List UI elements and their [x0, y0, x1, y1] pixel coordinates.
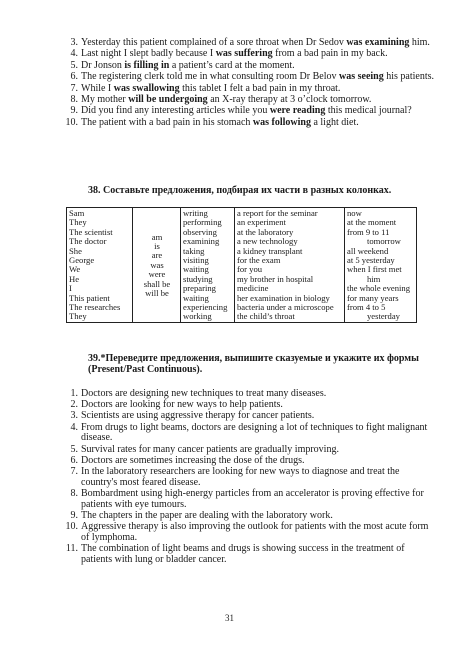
list-item: 11. The combination of light beams and drugs is showing success in the treatment of patients with lung or bladder cancer.	[65, 543, 405, 565]
auxiliary-cell: shall be	[143, 278, 171, 289]
auxiliary-cell: were	[148, 269, 166, 280]
auxiliary-cell: are	[151, 250, 163, 261]
auxiliary-cell: will be	[145, 287, 169, 298]
object-cell: a report for the seminar	[237, 208, 318, 218]
subject-cell: George	[69, 255, 95, 266]
verb-cell: taking	[183, 245, 205, 256]
object-cell: at the laboratory	[237, 226, 294, 237]
auxiliary-cell: was	[150, 259, 164, 270]
verb-cell: observing	[183, 226, 217, 237]
time-cell: from 4 to 5	[347, 302, 386, 313]
auxiliary-cell: is	[154, 240, 160, 251]
object-cell: for you	[237, 264, 263, 275]
list-item: 8. Bombardment using high-energy particles from an accelerator is proving effective for patients with eye tumours.	[70, 487, 424, 510]
subject-cell: The researches	[69, 302, 121, 313]
verb-cell: waiting	[183, 264, 209, 275]
time-cell: for many years	[347, 292, 399, 303]
subject-cell: He	[69, 273, 80, 284]
object-cell: a new technology	[237, 236, 298, 247]
time-cell: now	[347, 208, 362, 218]
list-item: 6. Doctors are sometimes increasing the dose of the drugs.	[70, 454, 305, 466]
sentence-parts-table	[66, 207, 417, 323]
time-cell: at 5 yesterday	[347, 255, 395, 266]
subject-cell: They	[69, 311, 87, 322]
list-item: 2. Doctors are looking for new ways to help patients.	[70, 399, 283, 411]
time-cell: the whole evening	[347, 283, 411, 294]
list-item: 9. The chapters in the paper are dealing with the laboratory work.	[70, 509, 333, 521]
time-column	[345, 208, 417, 323]
subject-cell: This patient	[69, 292, 110, 303]
subject-cell: Sam	[69, 208, 85, 218]
verb-cell: experiencing	[183, 302, 228, 313]
object-cell: medicine	[237, 283, 269, 294]
verb-cell: performing	[183, 217, 222, 228]
list-item: 8. My mother will be undergoing an X-ray therapy at 3 o’clock tomorrow.	[70, 93, 372, 105]
time-cell: from 9 to 11	[347, 226, 390, 237]
list-item: 10. Aggressive therapy is also improving the outlook for patients with the most acute form of lymphoma.	[65, 521, 429, 543]
object-cell: for the exam	[237, 255, 281, 266]
time-cell: when I first met	[347, 264, 402, 275]
verb-column	[181, 208, 235, 323]
object-cell: her examination in biology	[237, 292, 330, 303]
list-item: 10. The patient with a bad pain in his stomach was following a light diet.	[65, 116, 359, 128]
time-cell: all weekend	[347, 245, 389, 256]
object-cell: the child’s throat	[237, 311, 295, 322]
time-cell: at the moment	[347, 217, 397, 228]
previous-exercise-list	[63, 38, 435, 129]
subject-cell: She	[69, 245, 82, 256]
subject-cell: We	[69, 264, 81, 275]
verb-cell: waiting	[183, 292, 209, 303]
list-item: 7. While I was swallowing this tablet I felt a bad pain in my throat.	[70, 82, 341, 94]
subject-cell: The scientist	[69, 226, 113, 237]
auxiliary-column	[133, 208, 181, 323]
verb-cell: writing	[183, 208, 208, 218]
object-cell: an experiment	[237, 217, 286, 228]
verb-cell: studying	[183, 273, 213, 284]
list-item: 4. From drugs to light beams, doctors are designing a lot of techniques to fight malignant disease.	[70, 421, 428, 444]
subject-column	[67, 208, 133, 323]
list-item: 4. Last night I slept badly because I was suffering from a bad pain in my back.	[70, 48, 388, 60]
exercise-39-list	[63, 389, 435, 566]
list-item: 5. Dr Jonson is filling in a patient’s card at the moment.	[70, 59, 295, 71]
list-item: 5. Survival rates for many cancer patients are gradually improving.	[70, 443, 339, 455]
object-cell: bacteria under a microscope	[237, 302, 334, 313]
list-item: 3. Scientists are using aggressive therapy for cancer patients.	[70, 410, 315, 422]
subject-cell: The doctor	[69, 236, 107, 247]
verb-cell: visiting	[183, 255, 209, 266]
subject-cell: I	[69, 283, 72, 294]
list-item: 7. In the laboratory researchers are looking for new ways to diagnose and treat the country's most feared disease.	[70, 465, 400, 488]
exercise-38-title: 38. Составьте предложения, подбирая их части в разных колонках.	[88, 185, 392, 196]
verb-cell: preparing	[183, 283, 216, 294]
list-item: 6. The registering clerk told me in what consulting room Dr Belov was seeing his patients.	[70, 71, 435, 83]
subject-cell: They	[69, 217, 87, 228]
time-cell: him	[367, 273, 381, 284]
exercise-39-title: 39.*Переведите предложения, выпишите сказуемые и укажите их формы (Present/Past Continuous).	[88, 353, 419, 375]
time-cell: yesterday	[367, 311, 400, 322]
page-number: 31	[225, 613, 234, 623]
object-column	[235, 208, 345, 323]
object-cell: a kidney transplant	[237, 245, 303, 256]
list-item: 9. Did you find any interesting articles while you were reading this medical journal?	[70, 105, 412, 117]
list-item: 1. Doctors are designing new techniques to treat many diseases.	[70, 388, 327, 399]
verb-cell: working	[183, 311, 212, 322]
auxiliary-cell: am	[151, 231, 163, 242]
time-cell: tomorrow	[367, 236, 401, 247]
object-cell: my brother in hospital	[237, 273, 314, 284]
verb-cell: examining	[183, 236, 220, 247]
list-item: 3. Yesterday this patient complained of a sore throat when Dr Sedov was examining him.	[70, 37, 430, 48]
